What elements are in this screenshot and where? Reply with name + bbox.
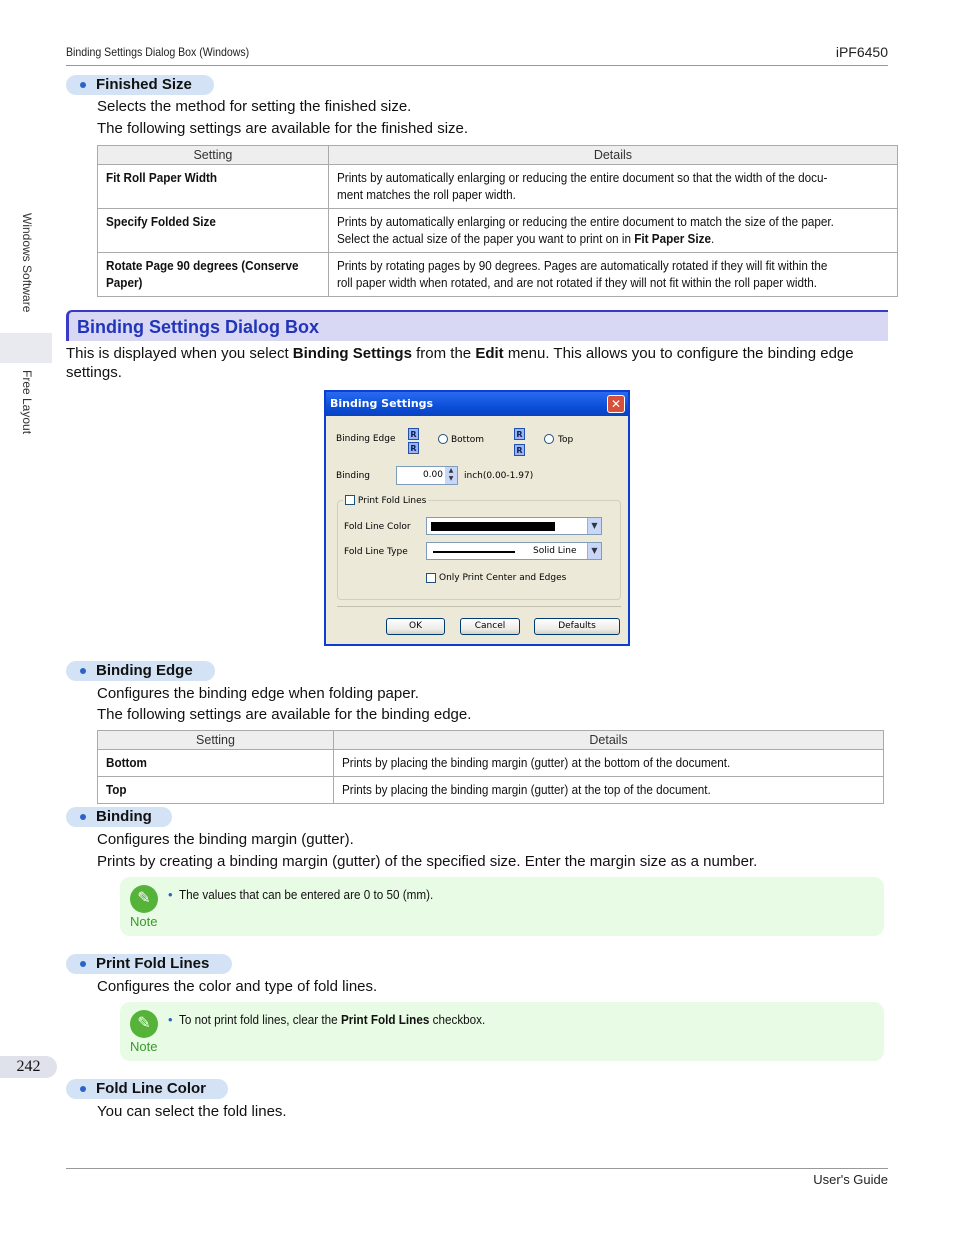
binding-label: Binding (336, 471, 371, 481)
heading-binding-edge: Binding Edge (66, 661, 215, 681)
note-label: Note (130, 914, 158, 929)
table-row: Rotate Page 90 degrees (Conserve Paper) Prints by rotating pages by 90 degrees. Pages are automatically rotated if they will fit within the roll paper width when rotated, and are not rotated if they will not fit within the roll paper width. (98, 253, 898, 297)
bullet-icon (80, 1086, 86, 1092)
running-header-title: Binding Settings Dialog Box (Windows) (66, 45, 250, 59)
bullet-icon (80, 814, 86, 820)
bullet-icon (80, 82, 86, 88)
binding-note (120, 877, 884, 936)
bottom-radio[interactable] (438, 434, 448, 444)
binding-unit: inch(0.00-1.97) (464, 471, 534, 481)
finished-size-desc1: Selects the method for setting the finished size. (97, 98, 412, 115)
side-tab-highlight (0, 333, 52, 363)
chevron-down-icon[interactable]: ▼ (587, 543, 601, 559)
only-print-center-checkbox[interactable] (426, 573, 436, 583)
binding-edge-bottom-icon: R (408, 442, 419, 454)
defaults-button[interactable]: Defaults (534, 618, 620, 635)
column-header-setting: Setting (98, 146, 329, 165)
binding-edge-top-icon: R (514, 428, 525, 440)
header-divider (66, 65, 888, 66)
binding-desc1: Configures the binding margin (gutter). (97, 831, 354, 848)
fold-line-color-select[interactable] (426, 517, 602, 535)
fold-line-type-label: Fold Line Type (344, 547, 408, 557)
column-header-details: Details (334, 731, 884, 750)
footer-divider (66, 1168, 888, 1169)
dialog-title: Binding Settings (326, 392, 628, 416)
note-text: • To not print fold lines, clear the Print Fold Lines checkbox. (168, 1012, 485, 1027)
table-row: Fit Roll Paper Width Prints by automatically enlarging or reducing the entire document so that the width of the docu- ment matches the roll paper width. (98, 165, 898, 209)
column-header-details: Details (328, 146, 897, 165)
binding-edge-label: Binding Edge (336, 434, 396, 444)
side-tab-windows-software[interactable]: Windows Software (20, 213, 34, 313)
note-pencil-icon: ✎ (130, 1010, 158, 1038)
fold-line-type-select[interactable]: Solid Line ▼ (426, 542, 602, 560)
ok-button[interactable]: OK (386, 618, 445, 635)
section-title: Binding Settings Dialog Box (77, 317, 319, 337)
bullet-icon (80, 668, 86, 674)
finished-size-desc2: The following settings are available for the finished size. (97, 120, 469, 137)
heading-binding: Binding (66, 807, 172, 827)
heading-print-fold-lines: Print Fold Lines (66, 954, 232, 974)
print-fold-lines-checkbox[interactable] (345, 495, 355, 505)
footer-guide-name: User's Guide (813, 1172, 888, 1187)
bottom-radio-label: Bottom (451, 435, 485, 445)
table-row: Bottom Prints by placing the binding margin (gutter) at the bottom of the document. (98, 750, 884, 777)
fold-line-color-label: Fold Line Color (344, 522, 411, 532)
section-intro: This is displayed when you select Binding Settings from the Edit menu. This allows you to configure the binding edge settings. (66, 345, 854, 381)
heading-fold-line-color: Fold Line Color (66, 1079, 228, 1099)
top-radio[interactable] (544, 434, 554, 444)
side-tab-free-layout[interactable]: Free Layout (20, 370, 34, 435)
print-fold-lines-row: Print Fold Lines (343, 495, 428, 506)
binding-desc2: Prints by creating a binding margin (gutter) of the specified size. Enter the margin size as a number. (97, 853, 758, 870)
section-title-bar (66, 310, 888, 341)
binding-edge-table (97, 730, 884, 804)
heading-finished-size: Finished Size (66, 75, 214, 95)
line-sample (433, 551, 515, 553)
page-number: 242 (0, 1056, 57, 1078)
only-print-center-label: Only Print Center and Edges (439, 573, 567, 583)
binding-edge-bottom-icon: R (408, 428, 419, 440)
close-icon[interactable]: ✕ (607, 395, 625, 413)
fold-line-color-desc1: You can select the fold lines. (97, 1103, 287, 1120)
binding-edge-desc1: Configures the binding edge when folding paper. (97, 685, 419, 702)
print-fold-lines-note (120, 1002, 884, 1061)
finished-size-table (97, 145, 898, 297)
top-radio-label: Top (558, 435, 574, 445)
print-fold-lines-desc1: Configures the color and type of fold lines. (97, 978, 378, 995)
binding-edge-desc2: The following settings are available for the binding edge. (97, 706, 472, 723)
note-pencil-icon: ✎ (130, 885, 158, 913)
stepper-arrows-icon[interactable]: ▲ ▼ (445, 467, 457, 484)
table-row: Specify Folded Size Prints by automatically enlarging or reducing the entire document to match the size of the paper. Select the actual size of the paper you want to print on in Fit Paper Size. (98, 209, 898, 253)
binding-settings-dialog (324, 390, 630, 646)
binding-stepper[interactable]: 0.00 ▲ ▼ (396, 466, 458, 485)
table-row: Top Prints by placing the binding margin (gutter) at the top of the document. (98, 777, 884, 804)
dialog-separator (337, 606, 621, 607)
running-header-model: iPF6450 (835, 44, 888, 60)
note-text: • The values that can be entered are 0 to 50 (mm). (168, 887, 433, 902)
bullet-icon (80, 961, 86, 967)
color-swatch (431, 522, 555, 531)
binding-edge-top-icon: R (514, 444, 525, 456)
column-header-setting: Setting (98, 731, 334, 750)
note-label: Note (130, 1039, 158, 1054)
chevron-down-icon[interactable]: ▼ (587, 518, 601, 534)
cancel-button[interactable]: Cancel (460, 618, 520, 635)
